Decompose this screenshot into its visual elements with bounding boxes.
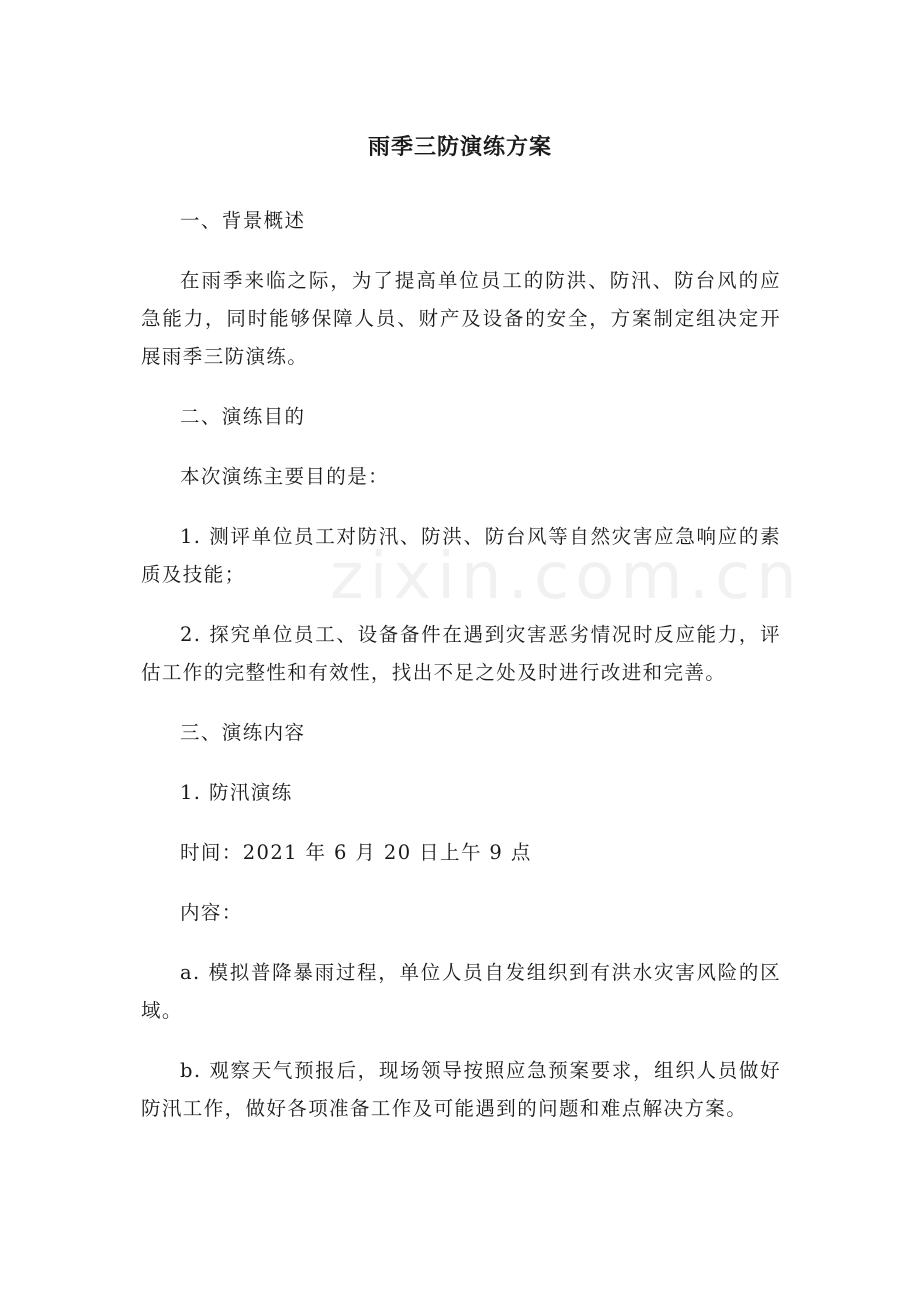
- section-heading-background: 一、背景概述: [180, 209, 306, 232]
- drill-content-label: 内容：: [180, 901, 243, 924]
- paragraph-background: 在雨季来临之际，为了提高单位员工的防洪、防汛、防台风的应急能力，同时能够保障人员、财产及设备的安全，方案制定组决定开展雨季三防演练。: [141, 269, 781, 368]
- drill-content-item-b: b. 观察天气预报后，现场领导按照应急预案要求，组织人员做好防汛工作，做好各项准备工作及可能遇到的问题和难点解决方案。: [141, 1059, 781, 1120]
- subsection-flood-drill: 1. 防汛演练: [180, 781, 293, 804]
- paragraph-purpose-intro: 本次演练主要目的是：: [180, 465, 390, 488]
- drill-content-item-a: a. 模拟普降暴雨过程，单位人员自发组织到有洪水灾害风险的区域。: [141, 961, 781, 1022]
- document-body: [141, 202, 781, 1128]
- section-heading-content: 三、演练内容: [180, 721, 306, 744]
- section-heading-purpose: 二、演练目的: [180, 405, 306, 428]
- list-item-purpose-2: 2. 探究单位员工、设备备件在遇到灾害恶劣情况时反应能力，评估工作的完整性和有效性，找出不足之处及时进行改进和完善。: [141, 623, 781, 684]
- drill-time: 时间：2021 年 6 月 20 日上午 9 点: [180, 841, 532, 864]
- document-title: 雨季三防演练方案: [367, 135, 552, 160]
- watermark: zixin.com.cn: [330, 540, 803, 614]
- list-item-purpose-1: 1. 测评单位员工对防汛、防洪、防台风等自然灾害应急响应的素质及技能；: [141, 525, 781, 586]
